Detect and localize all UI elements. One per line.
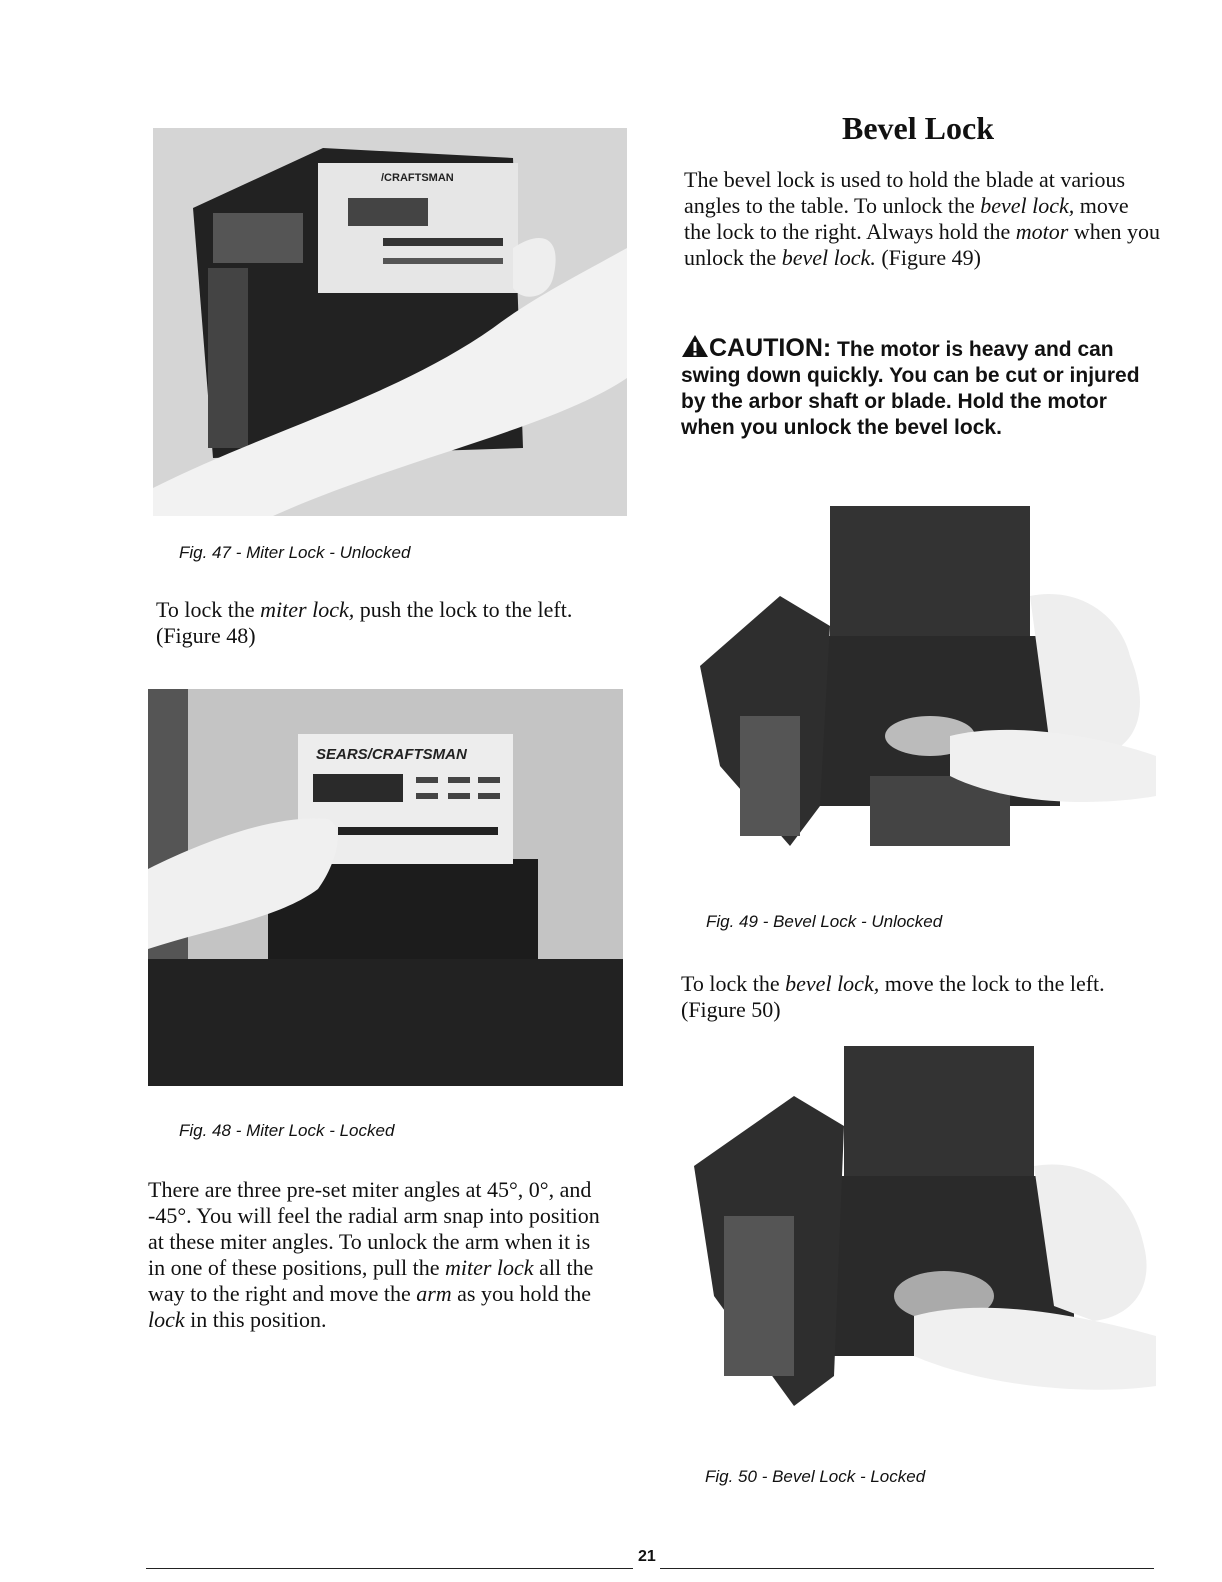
page-title: Bevel Lock — [842, 110, 994, 146]
fig47-brand-label: /CRAFTSMAN — [381, 172, 454, 184]
bevel-intro-paragraph: The bevel lock is used to hold the blade at various angles to the table. To unlock the bevel lock, move the lock to the right. Always hold the motor when you unlock the bevel lock. (Figure 49) — [684, 167, 1161, 270]
footer-rule-right — [660, 1568, 1154, 1569]
caution-label: CAUTION: — [709, 334, 832, 362]
warning-triangle-icon — [681, 334, 709, 358]
fig49-caption: Fig. 49 - Bevel Lock - Unlocked — [706, 912, 943, 931]
caution-notice — [681, 334, 1151, 441]
miter-lock-paragraph: To lock the miter lock, push the lock to the left. (Figure 48) — [156, 597, 573, 648]
fig48-brand-label: SEARS/CRAFTSMAN — [316, 746, 467, 763]
fig48-photo — [148, 689, 623, 1086]
fig50-caption: Fig. 50 - Bevel Lock - Locked — [705, 1467, 926, 1486]
bevel-lock-paragraph: To lock the bevel lock, move the lock to the left. (Figure 50) — [681, 971, 1105, 1022]
fig47-photo — [153, 128, 627, 516]
footer-rule-left — [146, 1568, 633, 1569]
fig50-photo — [684, 1046, 1156, 1446]
fig49-photo — [680, 506, 1156, 902]
caution-text: The motor is heavy and can swing down quickly. You can be cut or injured by the arbor shaft or blade. Hold the motor when you unlock the bevel lock. — [681, 338, 1140, 439]
preset-angles-paragraph: There are three pre-set miter angles at 45°, 0°, and -45°. You will feel the radial arm snap into position at these miter angles. To unlock the arm when it is in one of these positions, pull the miter lock all the way to the right and move the arm as you hold the lock in this position. — [148, 1177, 600, 1332]
page-number: 21 — [638, 1548, 656, 1565]
fig48-caption: Fig. 48 - Miter Lock - Locked — [179, 1121, 395, 1140]
fig47-caption: Fig. 47 - Miter Lock - Unlocked — [179, 543, 411, 562]
